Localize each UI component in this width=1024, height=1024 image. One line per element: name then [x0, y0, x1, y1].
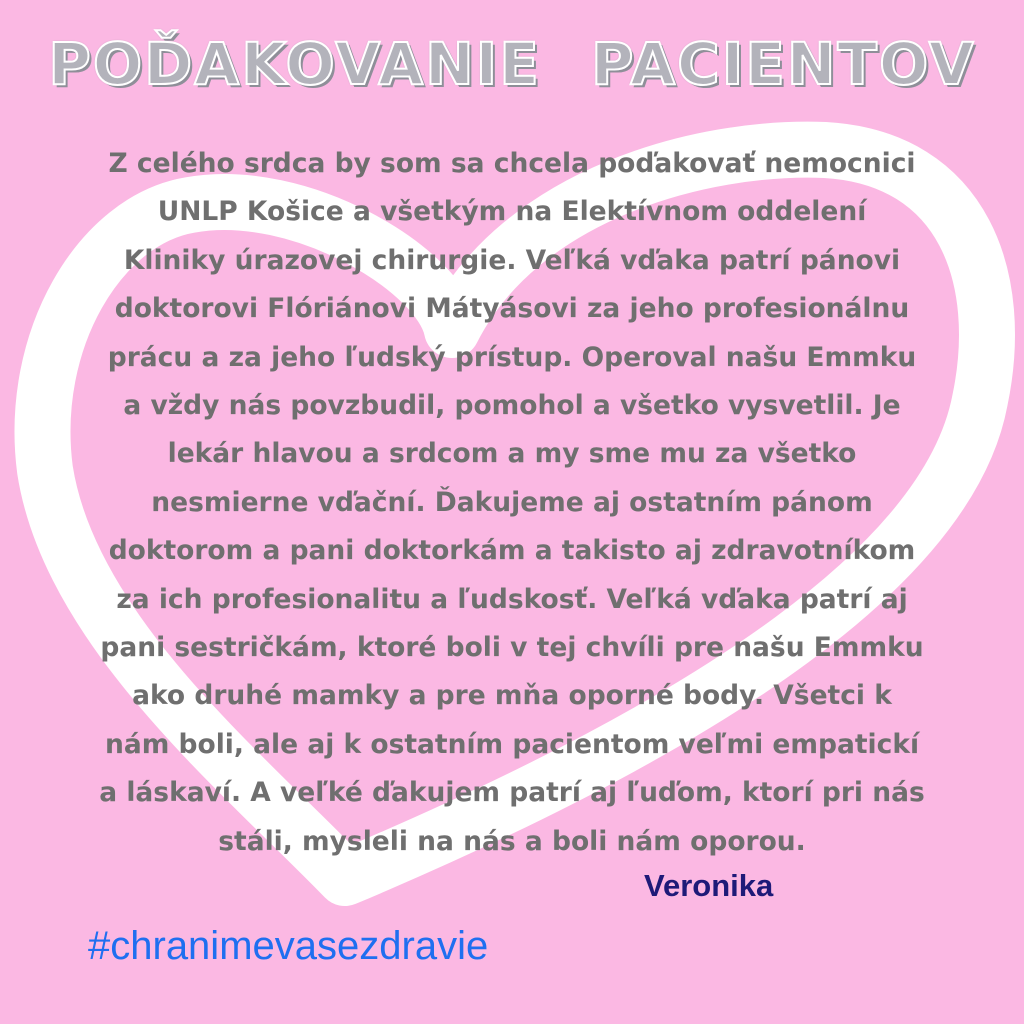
message-line: UNLP Košice a všetkým na Elektívnom oddelení [157, 196, 867, 228]
page-title: POĎAKOVANIE PACIENTOV [48, 30, 976, 98]
message-line: doktorovi Flóriánovi Mátyásovi za jeho profesionálnu [114, 293, 910, 325]
message-line: Z celého srdca by som sa chcela poďakovať nemocnici [108, 148, 916, 179]
message-line: a vždy nás povzbudil, pomohol a všetko vysvetlil. Je [123, 390, 901, 422]
message-line: prácu a za jeho ľudský prístup. Operoval našu Emmku [107, 341, 917, 373]
message-line: pani sestričkám, ktoré boli v tej chvíli pre našu Emmku [100, 632, 924, 664]
message-line: Kliniky úrazovej chirurgie. Veľká vďaka patrí pánovi [123, 244, 901, 276]
message-line: lekár hlavou a srdcom a my sme mu za všetko [167, 438, 857, 470]
thank-you-message [34, 140, 990, 866]
message-line: a láskaví. A veľké ďakujem patrí aj ľuďom, ktorí pri nás [99, 777, 925, 809]
message-line: ako druhé mamky a pre mňa oporné body. Všetci k [132, 680, 892, 712]
message-line: doktorom a pani doktorkám a takisto aj zdravotníkom [108, 535, 916, 567]
message-line: nesmierne vďační. Ďakujeme aj ostatním pánom [151, 486, 873, 518]
message-line: za ich profesionalitu a ľudskosť. Veľká vďaka patrí aj [116, 583, 908, 615]
message-line: nám boli, ale aj k ostatním pacientom veľmi empatickí [104, 728, 920, 760]
message-line: stáli, mysleli na nás a boli nám oporou. [218, 825, 806, 857]
hashtag: #chranimevasezdravie [88, 924, 489, 968]
signature: Veronika [644, 868, 774, 903]
